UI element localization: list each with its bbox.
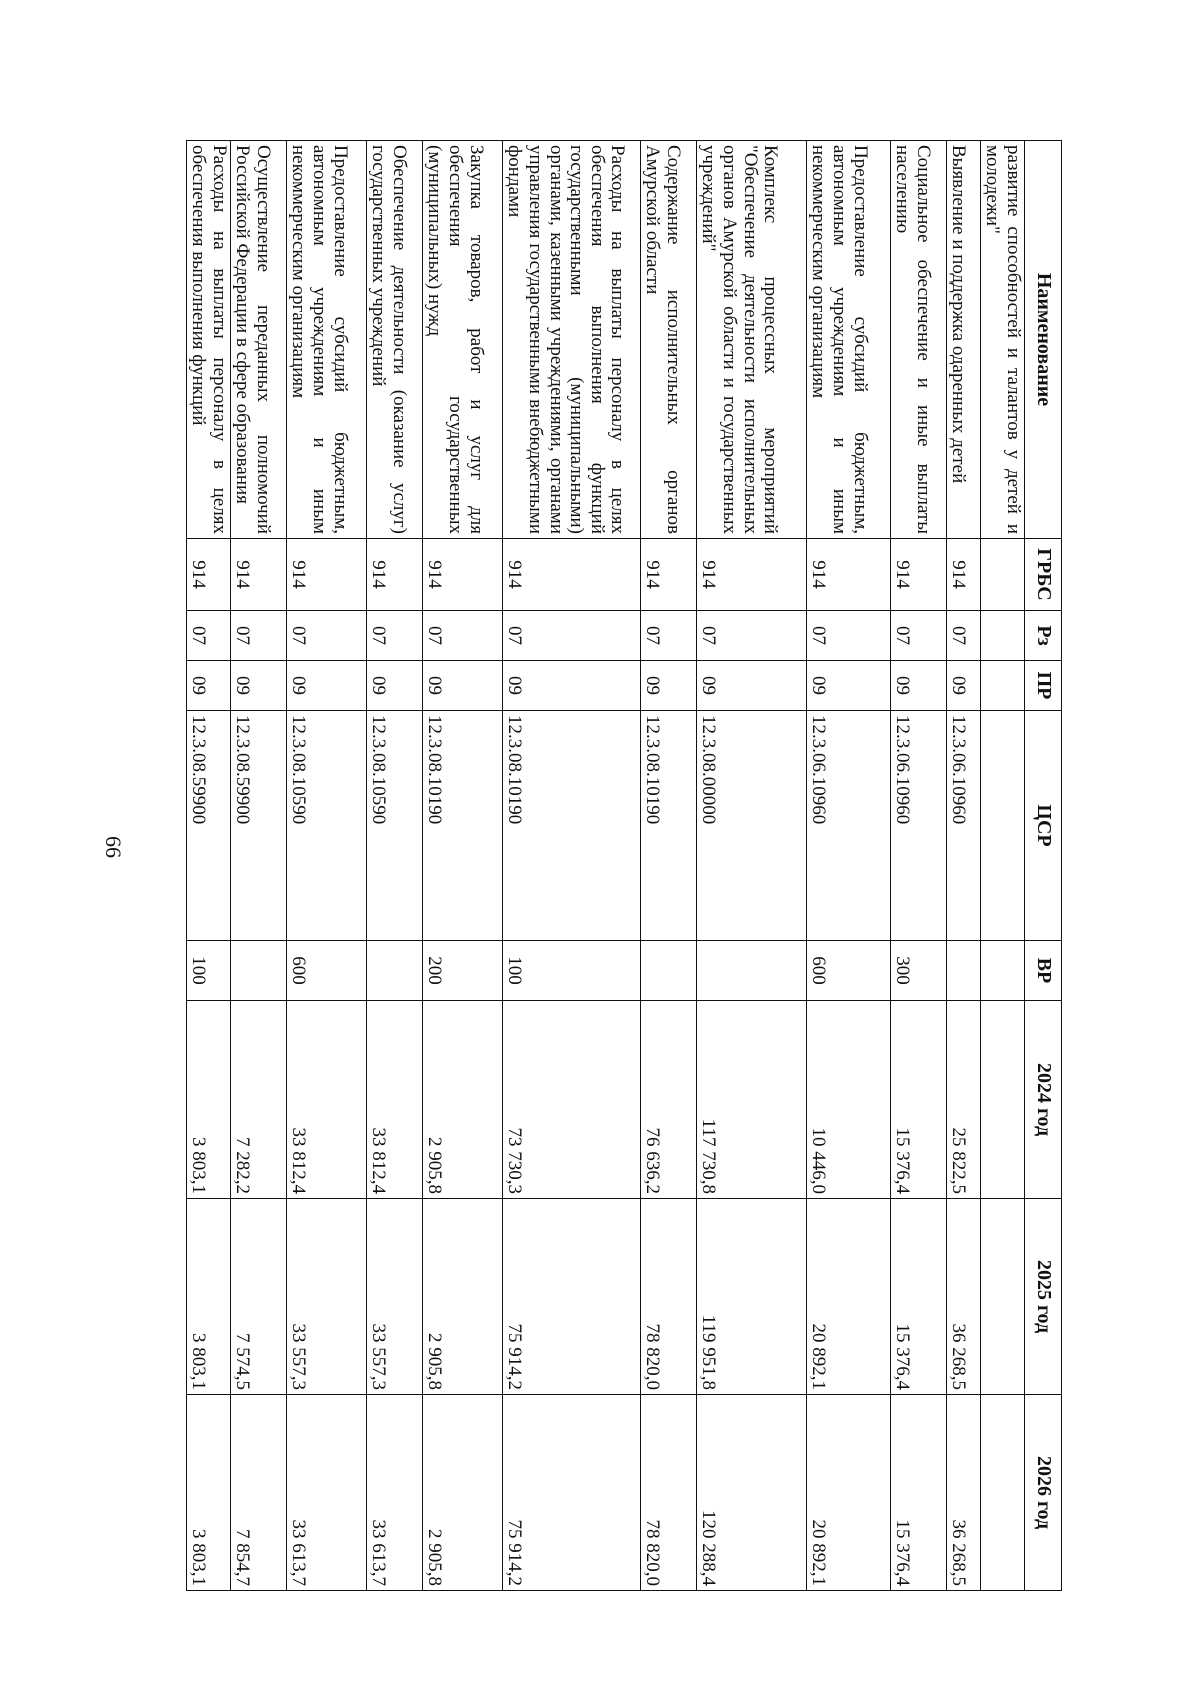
- cell-grbs: 914: [366, 539, 422, 611]
- cell-pr: [980, 661, 1024, 711]
- cell-2025: 78 820,0: [640, 1199, 696, 1395]
- cell-pr: 09: [502, 661, 640, 711]
- cell-csr: [980, 711, 1024, 941]
- cell-rz: 07: [806, 611, 890, 661]
- table-row: [640, 141, 696, 1591]
- cell-2025: 3 803,1: [186, 1199, 230, 1395]
- cell-rz: 07: [366, 611, 422, 661]
- cell-name: Предоставление субсидий бюджетным, автономным учреждениям и иным некоммерческим организациям: [286, 141, 366, 539]
- cell-2025: 33 557,3: [286, 1199, 366, 1395]
- cell-2026: [980, 1395, 1024, 1591]
- cell-grbs: 914: [890, 539, 946, 611]
- cell-rz: 07: [946, 611, 980, 661]
- table-row: [422, 141, 502, 1591]
- cell-vr: [640, 941, 696, 1001]
- cell-2026: 120 288,4: [696, 1395, 806, 1591]
- cell-2026: 15 376,4: [890, 1395, 946, 1591]
- cell-2025: 36 268,5: [946, 1199, 980, 1395]
- cell-2025: 119 951,8: [696, 1199, 806, 1395]
- table-row: [286, 141, 366, 1591]
- cell-2026: 75 914,2: [502, 1395, 640, 1591]
- header-2025: 2025 год: [1025, 1199, 1062, 1395]
- cell-2024: 2 905,8: [422, 1001, 502, 1199]
- cell-grbs: 914: [946, 539, 980, 611]
- cell-name: Обеспечение деятельности (оказание услуг) государственных учреждений: [366, 141, 422, 539]
- cell-2025: 7 574,5: [230, 1199, 286, 1395]
- cell-name: Социальное обеспечение и иные выплаты населению: [890, 141, 946, 539]
- header-2024: 2024 год: [1025, 1001, 1062, 1199]
- cell-grbs: [980, 539, 1024, 611]
- cell-csr: 12.3.08.59900: [186, 711, 230, 941]
- cell-2024: 7 282,2: [230, 1001, 286, 1199]
- cell-csr: 12.3.08.10590: [366, 711, 422, 941]
- table-row: [366, 141, 422, 1591]
- cell-grbs: 914: [186, 539, 230, 611]
- cell-2024: 33 812,4: [366, 1001, 422, 1199]
- cell-2024: 76 636,2: [640, 1001, 696, 1199]
- rotated-table-container: [182, 140, 1062, 1590]
- cell-pr: 09: [946, 661, 980, 711]
- cell-pr: 09: [640, 661, 696, 711]
- cell-name: развитие способностей и талантов у детей и молодежи": [980, 141, 1024, 539]
- header-rz: Рз: [1025, 611, 1062, 661]
- table-body: [186, 141, 1024, 1591]
- cell-pr: 09: [890, 661, 946, 711]
- cell-rz: 07: [696, 611, 806, 661]
- cell-csr: 12.3.08.00000: [696, 711, 806, 941]
- cell-name: Закупка товаров, работ и услуг для обеспечения государственных (муниципальных) нужд: [422, 141, 502, 539]
- header-pr: ПР: [1025, 661, 1062, 711]
- cell-2025: 33 557,3: [366, 1199, 422, 1395]
- cell-rz: 07: [286, 611, 366, 661]
- cell-2024: 10 446,0: [806, 1001, 890, 1199]
- cell-vr: 100: [186, 941, 230, 1001]
- cell-name: Расходы на выплаты персоналу в целях обеспечения выполнения функций государственными (муниципальными) органами, казенными учреждениями, органами управления государственными внебюджетными фондами: [502, 141, 640, 539]
- cell-name: Предоставление субсидий бюджетным, автономным учреждениям и иным некоммерческим организациям: [806, 141, 890, 539]
- cell-2026: 20 892,1: [806, 1395, 890, 1591]
- cell-2024: 25 822,5: [946, 1001, 980, 1199]
- cell-grbs: 914: [286, 539, 366, 611]
- cell-vr: [980, 941, 1024, 1001]
- cell-grbs: 914: [806, 539, 890, 611]
- cell-vr: 200: [422, 941, 502, 1001]
- cell-pr: 09: [286, 661, 366, 711]
- cell-vr: [696, 941, 806, 1001]
- cell-vr: [366, 941, 422, 1001]
- cell-2024: 73 730,3: [502, 1001, 640, 1199]
- cell-vr: 100: [502, 941, 640, 1001]
- header-name: Наименование: [1025, 141, 1062, 539]
- cell-pr: 09: [422, 661, 502, 711]
- header-grbs: ГРБС: [1025, 539, 1062, 611]
- cell-name: Осуществление переданных полномочий Российской Федерации в сфере образования: [230, 141, 286, 539]
- cell-pr: 09: [806, 661, 890, 711]
- table-row: [186, 141, 230, 1591]
- cell-name: Выявление и поддержка одаренных детей: [946, 141, 980, 539]
- cell-grbs: 914: [502, 539, 640, 611]
- header-2026: 2026 год: [1025, 1395, 1062, 1591]
- cell-csr: 12.3.08.59900: [230, 711, 286, 941]
- cell-pr: 09: [366, 661, 422, 711]
- cell-rz: 07: [422, 611, 502, 661]
- cell-csr: 12.3.06.10960: [890, 711, 946, 941]
- table-row: [696, 141, 806, 1591]
- cell-2024: [980, 1001, 1024, 1199]
- table-row: [946, 141, 980, 1591]
- table-row: [502, 141, 640, 1591]
- cell-name: Содержание исполнительных органов Амурской области: [640, 141, 696, 539]
- cell-2025: 15 376,4: [890, 1199, 946, 1395]
- cell-csr: 12.3.08.10590: [286, 711, 366, 941]
- cell-vr: 600: [806, 941, 890, 1001]
- cell-csr: 12.3.08.10190: [422, 711, 502, 941]
- header-csr: ЦСР: [1025, 711, 1062, 941]
- cell-2025: 75 914,2: [502, 1199, 640, 1395]
- cell-pr: 09: [230, 661, 286, 711]
- cell-2024: 15 376,4: [890, 1001, 946, 1199]
- table-row: [806, 141, 890, 1591]
- cell-2026: 7 854,7: [230, 1395, 286, 1591]
- cell-2026: 36 268,5: [946, 1395, 980, 1591]
- cell-csr: 12.3.08.10190: [640, 711, 696, 941]
- cell-grbs: 914: [696, 539, 806, 611]
- header-vr: ВР: [1025, 941, 1062, 1001]
- cell-2024: 3 803,1: [186, 1001, 230, 1199]
- cell-2026: 2 905,8: [422, 1395, 502, 1591]
- cell-vr: 600: [286, 941, 366, 1001]
- cell-vr: [946, 941, 980, 1001]
- cell-pr: 09: [696, 661, 806, 711]
- cell-rz: [980, 611, 1024, 661]
- cell-2025: 20 892,1: [806, 1199, 890, 1395]
- cell-csr: 12.3.08.10190: [502, 711, 640, 941]
- cell-grbs: 914: [230, 539, 286, 611]
- cell-rz: 07: [502, 611, 640, 661]
- cell-csr: 12.3.06.10960: [806, 711, 890, 941]
- cell-csr: 12.3.06.10960: [946, 711, 980, 941]
- cell-2026: 33 613,7: [286, 1395, 366, 1591]
- table-row: [890, 141, 946, 1591]
- budget-table: [186, 140, 1062, 1591]
- cell-pr: 09: [186, 661, 230, 711]
- cell-2025: [980, 1199, 1024, 1395]
- cell-2024: 117 730,8: [696, 1001, 806, 1199]
- page-number: 66: [101, 836, 126, 858]
- cell-grbs: 914: [640, 539, 696, 611]
- cell-grbs: 914: [422, 539, 502, 611]
- cell-rz: 07: [890, 611, 946, 661]
- cell-2025: 2 905,8: [422, 1199, 502, 1395]
- cell-2026: 3 803,1: [186, 1395, 230, 1591]
- cell-rz: 07: [186, 611, 230, 661]
- cell-2024: 33 812,4: [286, 1001, 366, 1199]
- table-row: [980, 141, 1024, 1591]
- cell-rz: 07: [640, 611, 696, 661]
- cell-2026: 33 613,7: [366, 1395, 422, 1591]
- cell-name: Расходы на выплаты персоналу в целях обеспечения выполнения функций: [186, 141, 230, 539]
- cell-vr: 300: [890, 941, 946, 1001]
- cell-name: Комплекс процессных мероприятий "Обеспечение деятельности исполнительных органов Амурской области и государственных учреждений": [696, 141, 806, 539]
- cell-rz: 07: [230, 611, 286, 661]
- cell-vr: [230, 941, 286, 1001]
- table-header-row: [1025, 141, 1062, 1591]
- table-row: [230, 141, 286, 1591]
- cell-2026: 78 820,0: [640, 1395, 696, 1591]
